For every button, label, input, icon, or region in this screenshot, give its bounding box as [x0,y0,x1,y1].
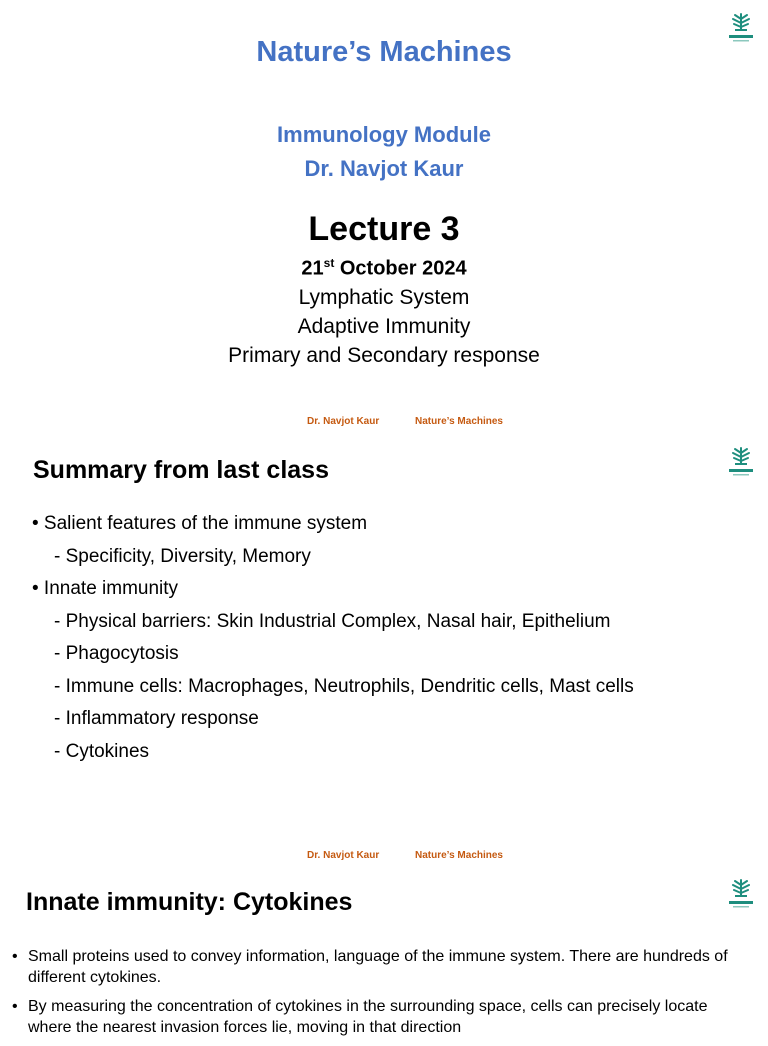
list-item: - Specificity, Diversity, Memory [54,545,311,567]
slide-heading: Summary from last class [33,456,329,484]
list-item: - Cytokines [54,740,150,762]
title-slide [0,0,768,436]
footer-author: Dr. Navjot Kaur [307,416,380,427]
summary-slide [0,436,768,870]
list-item: • Innate immunity [32,578,179,599]
cytokines-list [12,946,728,1046]
author-name: Dr. Navjot Kaur [304,156,464,181]
list-item: • Salient features of the immune system [32,513,368,534]
slide-heading: Innate immunity: Cytokines [26,888,353,916]
list-item: - Phagocytosis [54,643,179,664]
summary-list [32,508,634,768]
footer-course: Nature’s Machines [415,416,503,427]
list-item: - Physical barriers: Skin Industrial Complex, Nasal hair, Epithelium [54,610,611,632]
topic-item: Primary and Secondary response [228,344,540,367]
topic-item: Adaptive Immunity [297,315,471,338]
footer-course: Nature’s Machines [415,850,503,861]
list-item: - Immune cells: Macrophages, Neutrophils, Dendritic cells, Mast cells [54,675,634,697]
presentation-title: Nature’s Machines [256,36,512,68]
plaksha-tree-logo-icon [726,444,756,478]
footer-author: Dr. Navjot Kaur [307,850,380,861]
bullet: • [12,948,18,965]
list-item: • By measuring the concentration of cytokines in the surrounding space, cells can precisely locate where the nearest invasion forces lie, moving in that direction [12,998,708,1036]
lecture-number: Lecture 3 [308,210,460,248]
topic-item: Lymphatic System [298,286,470,309]
list-item: • Small proteins used to convey information, language of the immune system. There are hundreds of different cytokines. [12,948,728,986]
plaksha-tree-logo-icon [726,876,756,910]
cytokines-slide [0,870,768,1036]
module-name: Immunology Module [277,122,491,147]
lecture-date: 21st October 2024 [301,256,467,280]
bullet: • [12,998,18,1015]
list-item: - Inflammatory response [54,708,259,729]
